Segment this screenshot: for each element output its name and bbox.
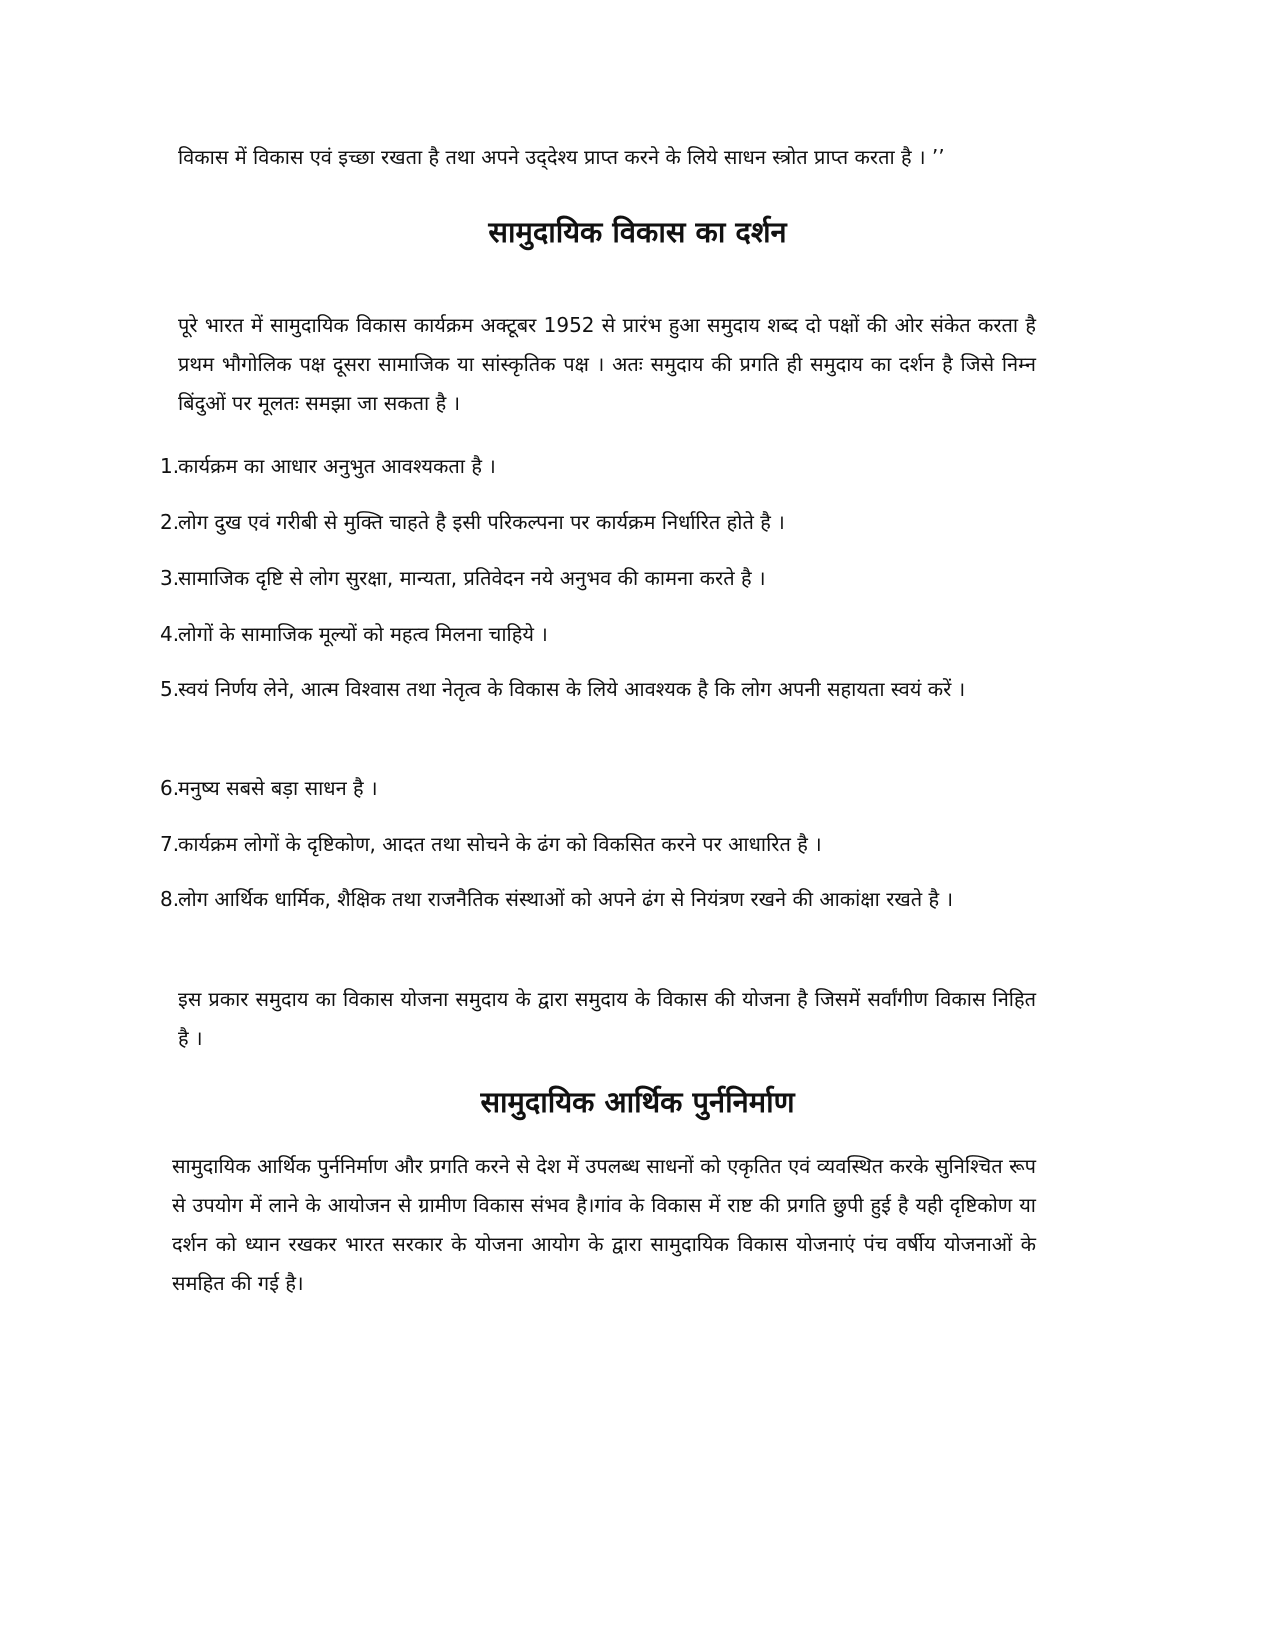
list-item-number: 3. [160,566,180,590]
list-item-text: सामाजिक दृष्टि से लोग सुरक्षा, मान्यता, प्रतिवेदन नये अनुभव की कामना करते है । [178,566,766,590]
list-item-text: कार्यक्रम का आधार अनुभुत आवश्यकता है । [178,454,496,478]
list-item-number: 1. [160,454,180,478]
section-heading-economic-reconstruction: सामुदायिक आर्थिक पुर्ननिर्माण [480,1085,795,1119]
economic-reconstruction-paragraph: सामुदायिक आर्थिक पुर्ननिर्माण और प्रगति करने से देश में उपलब्ध साधनों को एकृतित एवं व्यवस्थित करके सुनिश्चित रूप से उपयोग में लाने के आयोजन से ग्रामीण विकास संभव है।गांव के विकास में राष्ट की प्रगति छुपी हुई है यही दृष्टिकोण या दर्शन को ध्यान रखकर भारत सरकार के योजना आयोग के द्वारा सामुदायिक विकास योजनाएं पंच वर्षीय योजनाओं के समहित की गई है। [172,1154,1036,1295]
list-item [160,447,1036,486]
list-item-text: मनुष्य सबसे बड़ा साधन है । [178,776,378,800]
list-item-number: 4. [160,622,180,646]
list-item-number: 2. [160,510,180,534]
list-item-number: 6. [160,776,180,800]
list-item [160,615,1036,654]
list-item [160,559,1036,598]
list-item [160,769,1036,808]
list-item-text: लोग आर्थिक धार्मिक, शैक्षिक तथा राजनैतिक संस्थाओं को अपने ढंग से नियंत्रण रखने की आकांक्षा रखते है । [178,887,954,911]
list-item-text: लोग दुख एवं गरीबी से मुक्ति चाहते है इसी परिकल्पना पर कार्यक्रम निर्धारित होते है । [178,510,785,534]
list-item [160,670,1036,709]
list-item-number: 8. [160,887,180,911]
list-item [160,825,1036,864]
list-item-text: कार्यक्रम लोगों के दृष्टिकोण, आदत तथा सोचने के ढंग को विकसित करने पर आधारित है । [178,832,822,856]
philosophy-paragraph: पूरे भारत में सामुदायिक विकास कार्यक्रम अक्टूबर 1952 से प्रारंभ हुआ समुदाय शब्द दो पक्षों की ओर संकेत करता है प्रथम भौगोलिक पक्ष दूसरा सामाजिक या सांस्कृतिक पक्ष । अतः समुदाय की प्रगति ही समुदाय का दर्शन है जिसे निम्न बिंदुओं पर मूलतः समझा जा सकता है । [178,313,1036,415]
list-item [160,503,1036,542]
list-item-text: स्वयं निर्णय लेने, आत्म विश्वास तथा नेतृत्व के विकास के लिये आवश्यक है कि लोग अपनी सहायता स्वयं करें । [178,677,966,701]
list-item-number: 5. [160,677,180,701]
list-item [160,880,1036,919]
intro-paragraph: विकास में विकास एवं इच्छा रखता है तथा अपने उद्‌देश्य प्राप्त करने के लिये साधन स्त्रोत प्राप्त करता है । ’’ [178,145,945,169]
list-item-text: लोगों के सामाजिक मूल्यों को महत्व मिलना चाहिये । [178,622,548,646]
section-heading-philosophy: सामुदायिक विकास का दर्शन [488,215,787,249]
list-item-number: 7. [160,832,180,856]
philosophy-closing-paragraph: इस प्रकार समुदाय का विकास योजना समुदाय के द्वारा समुदाय के विकास की योजना है जिसमें सर्वांगीण विकास निहित है । [178,987,1036,1050]
